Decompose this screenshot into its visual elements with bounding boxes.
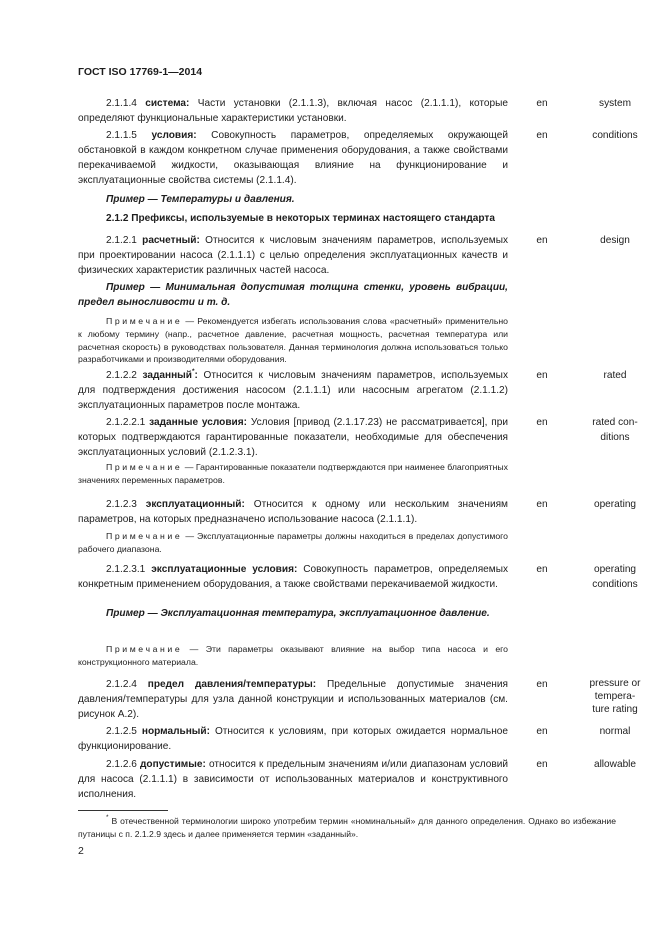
english-term: operating conditions bbox=[592, 564, 638, 590]
term-definition: Относится к условиям, при которых ожидается нормальное функционирование. bbox=[78, 726, 508, 752]
lang-code: en bbox=[536, 759, 548, 770]
term-definition: Совокупность параметров, определяемых конкретным применением оборудования, а также свойствами перекачиваемой жидкости. bbox=[78, 564, 509, 590]
lang-code: en bbox=[536, 679, 548, 690]
term-name: эксплуатационные условия: bbox=[151, 564, 298, 575]
term-entry-2-1-2-3-1 bbox=[78, 562, 638, 592]
english-term: pressure or tempera- ture rating bbox=[589, 678, 641, 715]
note-body: — Эти параметры оказывают влияние на выбор типа насоса и его конструкционного материала. bbox=[78, 644, 508, 667]
term-number: 2.1.2.6 bbox=[106, 759, 137, 770]
lang-code: en bbox=[536, 726, 548, 737]
term-number: 2.1.1.5 bbox=[106, 130, 137, 141]
term-definition: Относится к числовым значениям параметров, используемых для подтверждения достижения насосом (2.1.1.1) или насосным агрегатом (2.1.1.2) эксплуатационных параметров после монтажа. bbox=[78, 370, 508, 411]
lang-code: en bbox=[536, 564, 548, 575]
note-body: — Рекомендуется избегать использования слова «расчетный» применительно к любому термину (напр., расчетное давление, расчетная мощность, расчетная температура или расчетная скорость) в руководствах пользователя. Данная терминология должна использоваться только разработчиками и производителями оборудования. bbox=[78, 316, 508, 365]
english-term: rated bbox=[603, 370, 627, 381]
term-definition: Совокупность параметров, определяемых окружающей обстановкой в каждом конкретном случае применения оборудования, а также свойствами перекачиваемой жидкости, оказывающая влияние на функционирование и эксплуатационные свойства системы (2.1.1.4). bbox=[78, 130, 508, 186]
english-term: allowable bbox=[593, 759, 637, 770]
term-colon: : bbox=[194, 370, 198, 381]
term-number: 2.1.2.2 bbox=[106, 370, 137, 381]
term-name: расчетный: bbox=[142, 235, 200, 246]
term-entry-2-1-2-1 bbox=[78, 233, 630, 278]
footnote-divider bbox=[78, 810, 168, 811]
english-term: operating bbox=[593, 499, 637, 510]
english-term: normal bbox=[599, 726, 631, 737]
term-name: заданный bbox=[142, 370, 193, 381]
section-heading: 2.1.2 Префиксы, используемые в некоторых терминах настоящего стандарта bbox=[106, 213, 495, 224]
note-label: Примечание bbox=[106, 462, 183, 472]
note-body: — Гарантированные показатели подтверждаются при наименее благоприятных значениях переменных параметров. bbox=[78, 462, 508, 485]
term-name: предел давления/температуры: bbox=[147, 679, 317, 690]
lang-code: en bbox=[536, 98, 548, 109]
english-term: design bbox=[600, 235, 630, 246]
lang-code: en bbox=[536, 235, 548, 246]
term-name: допустимые: bbox=[140, 759, 206, 770]
term-entry-2-1-1-4 bbox=[78, 96, 631, 126]
footnote-text: В отечественной терминологии широко употребим термин «номинальный» для данного определения. Однако во избежание путаницы с п. 2.1.2.9 здесь и далее применяется термин «заданный». bbox=[78, 816, 616, 839]
lang-code: en bbox=[536, 130, 548, 141]
note-text bbox=[78, 315, 508, 366]
note-text bbox=[78, 530, 508, 556]
note-body: — Эксплуатационные параметры должны находиться в пределах допустимого рабочего диапазона. bbox=[78, 531, 508, 554]
term-name: условия: bbox=[151, 130, 197, 141]
term-number: 2.1.2.1 bbox=[106, 235, 137, 246]
document-header: ГОСТ ISO 17769-1—2014 bbox=[78, 66, 203, 78]
term-name: эксплуатационный: bbox=[145, 499, 245, 510]
footnote-marker: * bbox=[106, 814, 109, 821]
term-number: 2.1.2.3 bbox=[106, 499, 137, 510]
term-number: 2.1.2.3.1 bbox=[106, 564, 146, 575]
term-entry-2-1-1-5 bbox=[78, 128, 638, 188]
note-label: Примечание bbox=[106, 316, 183, 326]
term-entry-2-1-2-3 bbox=[78, 497, 637, 527]
term-number: 2.1.1.4 bbox=[106, 98, 137, 109]
note-text bbox=[78, 643, 508, 669]
term-definition: Части установки (2.1.1.3), включая насос (2.1.1.1), которые определяют функциональные характеристики установки. bbox=[78, 98, 509, 124]
term-number: 2.1.2.4 bbox=[106, 679, 137, 690]
note-label: Примечание bbox=[106, 531, 183, 541]
term-entry-2-1-2-6 bbox=[78, 757, 637, 802]
term-name: нормальный: bbox=[141, 726, 210, 737]
lang-code: en bbox=[536, 370, 548, 381]
term-entry-2-1-2-2 bbox=[78, 368, 627, 413]
lang-code: en bbox=[536, 417, 548, 428]
note-label: Примечание bbox=[106, 644, 183, 654]
english-term: rated con- ditions bbox=[592, 417, 638, 443]
term-name: заданные условия: bbox=[149, 417, 248, 428]
english-term: system bbox=[599, 98, 631, 109]
term-entry-2-1-2-5 bbox=[78, 724, 631, 754]
footnote bbox=[78, 815, 616, 840]
term-number: 2.1.2.5 bbox=[106, 726, 137, 737]
term-number: 2.1.2.2.1 bbox=[106, 417, 146, 428]
term-definition: Условия [привод (2.1.17.23) не рассматривается], при которых подтверждаются гарантированные показатели, необходимые для обеспечения эксплуатационных условий (2.1.2.3.1). bbox=[78, 417, 508, 458]
term-name: система: bbox=[145, 98, 190, 109]
term-entry-2-1-2-2-1 bbox=[78, 415, 638, 460]
term-definition: Предельные допустимые значения давления/температуры для узла данной конструкции и использованных материалов (см. рисунок А.2). bbox=[78, 679, 508, 720]
term-entry-2-1-2-4 bbox=[78, 677, 641, 722]
note-text bbox=[78, 461, 508, 487]
page-number: 2 bbox=[78, 845, 84, 857]
example-text: Пример — Температуры и давления. bbox=[106, 194, 295, 205]
footnote-marker: * bbox=[192, 368, 195, 375]
english-term: conditions bbox=[592, 130, 638, 141]
lang-code: en bbox=[536, 499, 548, 510]
term-definition: относится к предельным значениям и/или диапазонам условий для насоса (2.1.1.1) в зависимости от использованных материалов и конструктивного исполнения. bbox=[78, 759, 508, 800]
term-definition: Относится к числовым значениям параметров, используемых при проектировании насоса (2.1.1.1) с целью определения эксплуатационных качеств и физических характеристик различных частей насоса. bbox=[78, 235, 508, 276]
term-definition: Относится к одному или нескольким значениям параметров, на которых предназначено использование насоса (2.1.1.1). bbox=[78, 499, 508, 525]
example-text: Пример — Минимальная допустимая толщина стенки, уровень вибрации, предел выносливости и т. д. bbox=[78, 282, 508, 308]
example-text: Пример — Эксплуатационная температура, эксплуатационное давление. bbox=[106, 608, 490, 619]
